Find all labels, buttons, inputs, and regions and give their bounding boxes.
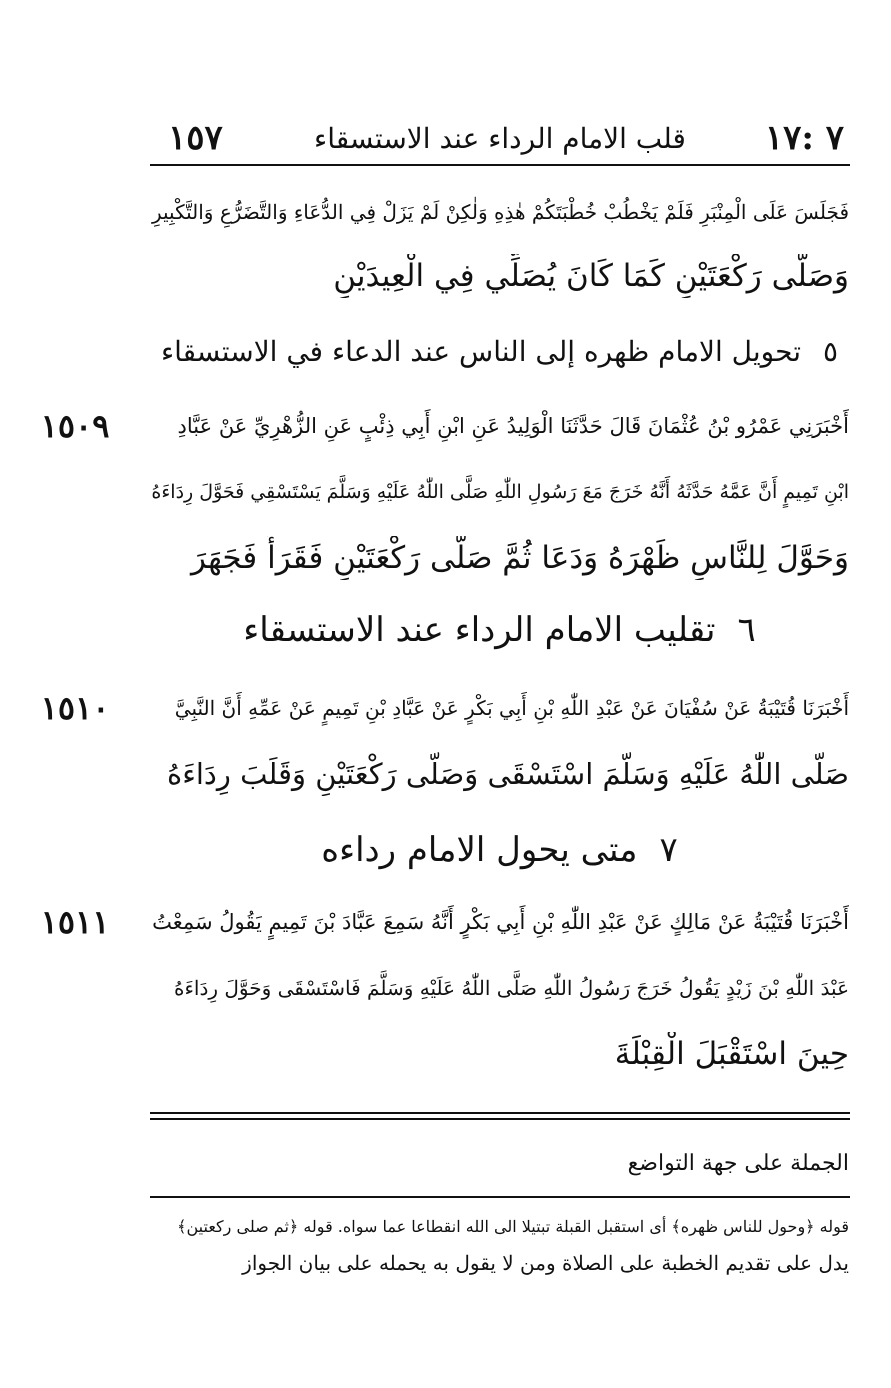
- section-heading-5: [150, 328, 849, 376]
- section-title: متى يحول الامام رداءه: [321, 830, 638, 870]
- section-heading-7: [150, 826, 849, 874]
- section-number: ٥: [823, 335, 839, 368]
- marginal-gloss: الجملة على جهة التواضع: [627, 1151, 849, 1176]
- hadith-line: أَخْبَرَنِي عَمْرُو بْنُ عُثْمَانَ قَالَ حَدَّثَنَا الْوَلِيدُ عَنِ ابْنِ أَبِي ذِئْبٍ عَنِ الزُّهْرِيِّ عَنْ عَبَّادِ: [177, 414, 849, 438]
- continuation-line-2: وَصَلَّى رَكْعَتَيْنِ كَمَا كَانَ يُصَلِّي فِي الْعِيدَيْنِ: [333, 258, 849, 294]
- hadith-number: ١٥١١: [40, 903, 110, 941]
- running-title: قلب الامام الرداء عند الاستسقاء: [314, 122, 686, 155]
- footnote-line: قوله ﴿وحول للناس ظهره﴾ أى استقبل القبلة تبتيلا الى الله انقطاعا عما سواه. قوله ﴿ثم صلى ركعتين﴾: [177, 1217, 849, 1236]
- section-title: تحويل الامام ظهره إلى الناس عند الدعاء في الاستسقاء: [160, 335, 801, 368]
- footnote-line: يدل على تقديم الخطبة على الصلاة ومن لا يقول به يحمله على بيان الجواز: [242, 1251, 849, 1275]
- header-rule: [150, 164, 850, 166]
- section-heading-6: [150, 606, 849, 654]
- hadith-number: ١٥٠٩: [40, 407, 110, 445]
- hadith-line: حِينَ اسْتَقْبَلَ الْقِبْلَةَ: [614, 1036, 849, 1072]
- hadith-line: أَخْبَرَنَا قُتَيْبَةُ عَنْ سُفْيَانَ عَنْ عَبْدِ اللّٰهِ بْنِ أَبِي بَكْرٍ عَنْ عَبَّادِ بْنِ تَمِيمٍ عَنْ عَمِّهِ أَنَّ النَّبِيَّ: [174, 696, 849, 720]
- section-number: ٧: [659, 830, 678, 870]
- page-number: ١٥٧: [168, 118, 223, 158]
- hadith-line: ابْنِ تَمِيمٍ أَنَّ عَمَّهُ حَدَّثَهُ أَنَّهُ خَرَجَ مَعَ رَسُولِ اللّٰهِ صَلَّى اللّٰهُ عَلَيْهِ وَسَلَّمَ يَسْتَسْقِي فَحَوَّلَ رِدَاءَهُ: [151, 481, 849, 503]
- continuation-line-1: فَجَلَسَ عَلَى الْمِنْبَرِ فَلَمْ يَخْطُبْ خُطْبَتَكُمْ هٰذِهِ وَلٰكِنْ لَمْ يَزَلْ فِي الدُّعَاءِ وَالتَّضَرُّعِ وَالتَّكْبِيرِ: [151, 200, 849, 224]
- section-number: ٦: [737, 610, 756, 650]
- section-divider-top: [150, 1112, 850, 1114]
- section-title: تقليب الامام الرداء عند الاستسقاء: [243, 610, 716, 650]
- running-header: [150, 112, 850, 162]
- hadith-line: صَلَّى اللّٰهُ عَلَيْهِ وَسَلَّمَ اسْتَسْقَى وَصَلَّى رَكْعَتَيْنِ وَقَلَبَ رِدَاءَهُ: [167, 757, 849, 791]
- footnote-rule: [150, 1196, 850, 1198]
- hadith-line: عَبْدَ اللّٰهِ بْنَ زَيْدٍ يَقُولُ خَرَجَ رَسُولُ اللّٰهِ صَلَّى اللّٰهُ عَلَيْهِ وَسَلَّمَ فَاسْتَسْقَى وَحَوَّلَ رِدَاءَهُ: [174, 976, 849, 1000]
- hadith-number: ١٥١٠: [40, 689, 110, 727]
- hadith-line: وَحَوَّلَ لِلنَّاسِ ظَهْرَهُ وَدَعَا ثُمَّ صَلَّى رَكْعَتَيْنِ فَقَرَأَ فَجَهَرَ: [191, 540, 849, 576]
- chapter-reference: ٧ :١٧: [764, 118, 844, 158]
- section-divider-bottom: [150, 1118, 850, 1120]
- hadith-line: أَخْبَرَنَا قُتَيْبَةُ عَنْ مَالِكٍ عَنْ عَبْدِ اللّٰهِ بْنِ أَبِي بَكْرٍ أَنَّهُ سَمِعَ عَبَّادَ بْنَ تَمِيمٍ يَقُولُ سَمِعْتُ: [152, 910, 849, 934]
